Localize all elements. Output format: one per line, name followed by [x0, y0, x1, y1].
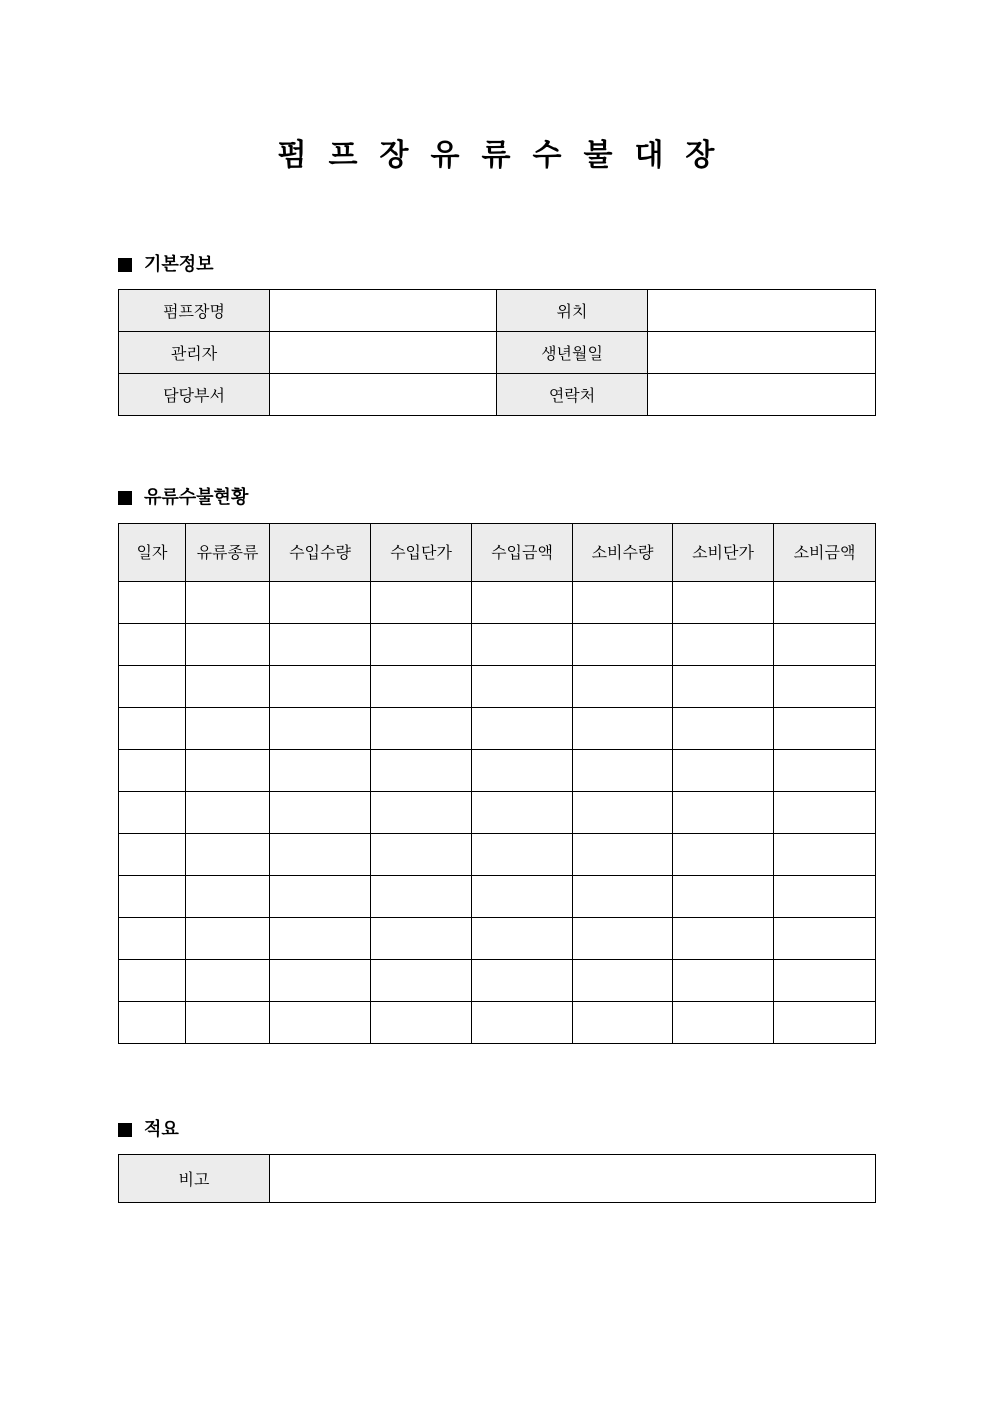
ledger-cell[interactable]	[774, 750, 876, 792]
ledger-cell[interactable]	[119, 876, 186, 918]
ledger-cell[interactable]	[573, 960, 673, 1002]
basic-info-label: 관리자	[119, 332, 270, 374]
ledger-column-header: 일자	[119, 524, 186, 582]
basic-info-table	[118, 289, 876, 416]
ledger-cell[interactable]	[119, 792, 186, 834]
ledger-cell[interactable]	[186, 792, 270, 834]
ledger-cell[interactable]	[270, 960, 371, 1002]
ledger-cell[interactable]	[270, 708, 371, 750]
ledger-cell[interactable]	[371, 708, 472, 750]
ledger-cell[interactable]	[119, 834, 186, 876]
ledger-cell[interactable]	[472, 750, 573, 792]
ledger-cell[interactable]	[673, 624, 774, 666]
ledger-column-header: 소비수량	[573, 524, 673, 582]
ledger-cell[interactable]	[119, 750, 186, 792]
basic-info-label: 위치	[497, 290, 648, 332]
basic-info-row	[119, 374, 876, 416]
ledger-cell[interactable]	[573, 624, 673, 666]
ledger-cell[interactable]	[119, 918, 186, 960]
ledger-cell[interactable]	[673, 708, 774, 750]
ledger-cell[interactable]	[186, 876, 270, 918]
ledger-cell[interactable]	[573, 792, 673, 834]
ledger-cell[interactable]	[186, 960, 270, 1002]
basic-info-heading-text: 기본정보	[144, 254, 214, 275]
ledger-cell[interactable]	[270, 792, 371, 834]
ledger-cell[interactable]	[673, 750, 774, 792]
document-title: 펌프장유류수불대장	[277, 138, 737, 173]
ledger-cell[interactable]	[774, 876, 876, 918]
ledger-column-header: 수입수량	[270, 524, 371, 582]
basic-info-field[interactable]	[270, 332, 497, 374]
basic-info-label: 펌프장명	[119, 290, 270, 332]
ledger-cell[interactable]	[774, 834, 876, 876]
ledger-cell[interactable]	[119, 582, 186, 624]
ledger-cell[interactable]	[371, 918, 472, 960]
ledger-cell[interactable]	[472, 624, 573, 666]
ledger-cell[interactable]	[472, 666, 573, 708]
ledger-cell[interactable]	[119, 708, 186, 750]
ledger-table	[118, 523, 876, 1044]
ledger-cell[interactable]	[186, 918, 270, 960]
ledger-column-header: 수입금액	[472, 524, 573, 582]
ledger-column-header: 유류종류	[186, 524, 270, 582]
ledger-cell[interactable]	[673, 960, 774, 1002]
basic-info-label: 생년월일	[497, 332, 648, 374]
basic-info-field[interactable]	[648, 290, 876, 332]
ledger-cell[interactable]	[573, 582, 673, 624]
ledger-cell[interactable]	[371, 666, 472, 708]
ledger-cell[interactable]	[472, 834, 573, 876]
ledger-row	[119, 624, 876, 666]
ledger-cell[interactable]	[472, 708, 573, 750]
ledger-cell[interactable]	[270, 918, 371, 960]
ledger-heading	[118, 486, 248, 510]
ledger-row	[119, 792, 876, 834]
ledger-row	[119, 708, 876, 750]
remarks-heading	[118, 1118, 179, 1142]
ledger-cell[interactable]	[270, 834, 371, 876]
remarks-table	[118, 1154, 876, 1203]
ledger-cell[interactable]	[371, 960, 472, 1002]
ledger-cell[interactable]	[270, 750, 371, 792]
basic-info-field[interactable]	[270, 290, 497, 332]
ledger-column-header: 소비금액	[774, 524, 876, 582]
basic-info-row	[119, 290, 876, 332]
ledger-cell[interactable]	[371, 750, 472, 792]
ledger-cell[interactable]	[472, 1002, 573, 1044]
basic-info-label: 연락처	[497, 374, 648, 416]
square-bullet-icon	[118, 491, 132, 505]
ledger-cell[interactable]	[270, 666, 371, 708]
ledger-row	[119, 918, 876, 960]
ledger-row	[119, 750, 876, 792]
basic-info-field[interactable]	[270, 374, 497, 416]
ledger-cell[interactable]	[119, 960, 186, 1002]
ledger-cell[interactable]	[673, 834, 774, 876]
ledger-cell[interactable]	[774, 624, 876, 666]
ledger-cell[interactable]	[472, 960, 573, 1002]
ledger-cell[interactable]	[270, 624, 371, 666]
ledger-cell[interactable]	[119, 624, 186, 666]
ledger-cell[interactable]	[774, 582, 876, 624]
ledger-cell[interactable]	[270, 876, 371, 918]
ledger-cell[interactable]	[774, 708, 876, 750]
remarks-label: 비고	[119, 1155, 270, 1203]
ledger-cell[interactable]	[573, 708, 673, 750]
ledger-cell[interactable]	[673, 582, 774, 624]
ledger-cell[interactable]	[472, 876, 573, 918]
ledger-header-row	[119, 524, 876, 582]
remarks-field[interactable]	[270, 1155, 876, 1203]
ledger-cell[interactable]	[119, 666, 186, 708]
ledger-cell[interactable]	[371, 876, 472, 918]
ledger-cell[interactable]	[573, 1002, 673, 1044]
ledger-cell[interactable]	[774, 918, 876, 960]
ledger-cell[interactable]	[472, 792, 573, 834]
ledger-cell[interactable]	[186, 750, 270, 792]
ledger-cell[interactable]	[774, 1002, 876, 1044]
ledger-cell[interactable]	[371, 582, 472, 624]
ledger-row	[119, 876, 876, 918]
ledger-cell[interactable]	[673, 666, 774, 708]
ledger-heading-text: 유류수불현황	[144, 487, 249, 508]
ledger-row	[119, 666, 876, 708]
ledger-cell[interactable]	[673, 876, 774, 918]
ledger-cell[interactable]	[371, 1002, 472, 1044]
ledger-cell[interactable]	[186, 834, 270, 876]
square-bullet-icon	[118, 1123, 132, 1137]
ledger-cell[interactable]	[270, 582, 371, 624]
ledger-cell[interactable]	[186, 708, 270, 750]
ledger-cell[interactable]	[573, 750, 673, 792]
ledger-cell[interactable]	[371, 624, 472, 666]
basic-info-heading	[118, 253, 214, 277]
basic-info-field[interactable]	[648, 374, 876, 416]
ledger-cell[interactable]	[673, 792, 774, 834]
ledger-cell[interactable]	[774, 666, 876, 708]
ledger-row	[119, 834, 876, 876]
ledger-cell[interactable]	[371, 792, 472, 834]
ledger-cell[interactable]	[573, 918, 673, 960]
ledger-cell[interactable]	[774, 792, 876, 834]
ledger-cell[interactable]	[371, 834, 472, 876]
basic-info-label: 담당부서	[119, 374, 270, 416]
ledger-row	[119, 582, 876, 624]
ledger-cell[interactable]	[673, 1002, 774, 1044]
ledger-cell[interactable]	[186, 582, 270, 624]
ledger-cell[interactable]	[774, 960, 876, 1002]
basic-info-field[interactable]	[648, 332, 876, 374]
ledger-cell[interactable]	[186, 666, 270, 708]
ledger-cell[interactable]	[186, 624, 270, 666]
basic-info-row	[119, 332, 876, 374]
ledger-cell[interactable]	[472, 918, 573, 960]
ledger-cell[interactable]	[270, 1002, 371, 1044]
ledger-cell[interactable]	[186, 1002, 270, 1044]
remarks-heading-text: 적요	[144, 1119, 179, 1140]
ledger-cell[interactable]	[573, 666, 673, 708]
ledger-cell[interactable]	[573, 834, 673, 876]
ledger-cell[interactable]	[472, 582, 573, 624]
ledger-row	[119, 1002, 876, 1044]
ledger-column-header: 수입단가	[371, 524, 472, 582]
square-bullet-icon	[118, 258, 132, 272]
ledger-column-header: 소비단가	[673, 524, 774, 582]
ledger-row	[119, 960, 876, 1002]
ledger-cell[interactable]	[573, 876, 673, 918]
ledger-cell[interactable]	[119, 1002, 186, 1044]
ledger-cell[interactable]	[673, 918, 774, 960]
